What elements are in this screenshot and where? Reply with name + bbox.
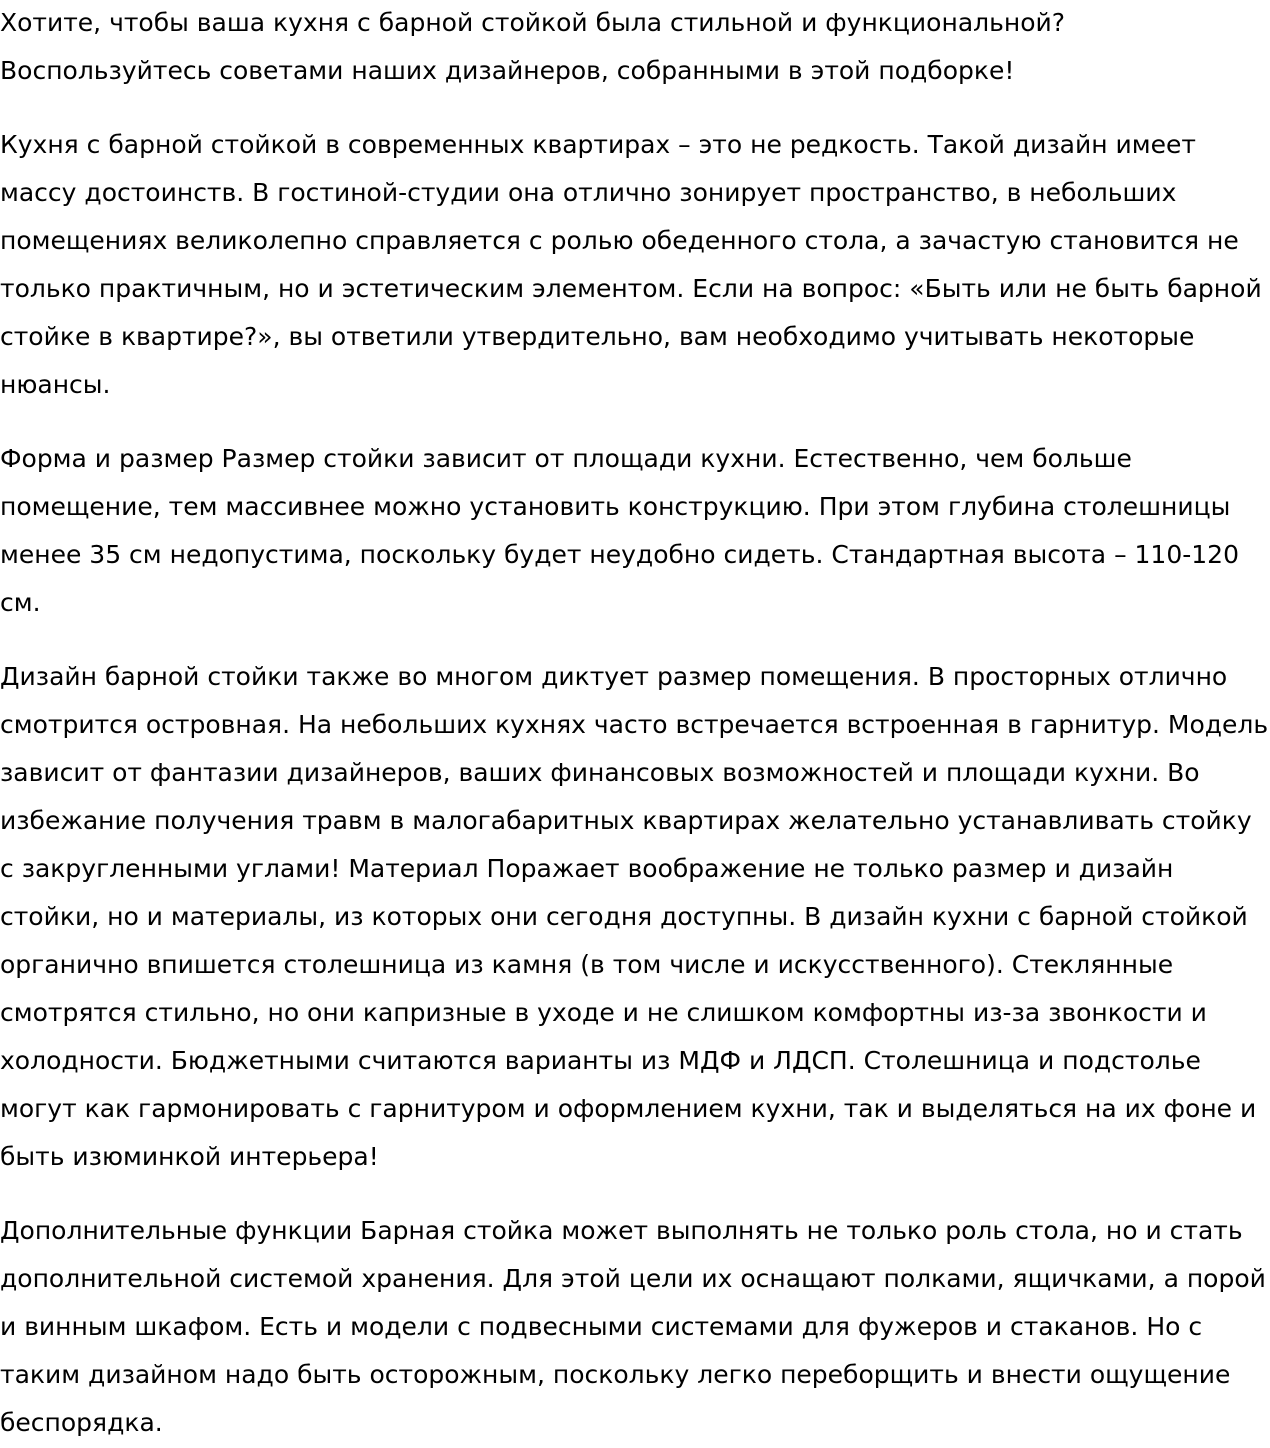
paragraph-intro: Хотите, чтобы ваша кухня с барной стойкой была стильной и функциональной? Воспользуйтесь советами наших дизайнеров, собранными в этой подборке!	[0, 8, 1066, 85]
paragraph-bar-counter-overview: Кухня с барной стойкой в современных квартирах – это не редкость. Такой дизайн имеет массу достоинств. В гостиной-студии она отлично зонирует пространство, в небольших помещениях великолепно справляется с ролью обеденного стола, а зачастую становится не только практичным, но и эстетическим элементом. Если на вопрос: «Быть или не быть барной стойке в квартире?», вы ответили утвердительно, вам необходимо учитывать некоторые нюансы.	[0, 130, 1262, 399]
paragraph-shape-and-size: Форма и размер Размер стойки зависит от площади кухни. Естественно, чем больше помещение, тем массивнее можно установить конструкцию. При этом глубина столешницы менее 35 см недопустима, поскольку будет неудобно сидеть. Стандартная высота – 110-120 см.	[0, 444, 1239, 617]
paragraph-additional-functions: Дополнительные функции Барная стойка может выполнять не только роль стола, но и стать дополнительной системой хранения. Для этой цели их оснащают полками, ящичками, а порой и винным шкафом. Есть и модели с подвесными системами для фужеров и стаканов. Но с таким дизайном надо быть осторожным, поскольку легко переборщить и внести ощущение беспорядка.	[0, 1216, 1266, 1437]
paragraph-design-and-material: Дизайн барной стойки также во многом диктует размер помещения. В просторных отлично смотрится островная. На небольших кухнях часто встречается встроенная в гарнитур. Модель зависит от фантазии дизайнеров, ваших финансовых возможностей и площади кухни. Во избежание получения травм в малогабаритных квартирах желательно устанавливать стойку с закругленными углами! Материал Поражает воображение не только размер и дизайн стойки, но и материалы, из которых они сегодня доступны. В дизайн кухни с барной стойкой органично впишется столешница из камня (в том числе и искусственного). Стеклянные смотрятся стильно, но они капризные в уходе и не слишком комфортны из-за звонкости и холодности. Бюджетными считаются варианты из МДФ и ЛДСП. Столешница и подстолье могут как гармонировать с гарнитуром и оформлением кухни, так и выделяться на их фоне и быть изюминкой интерьера!	[0, 662, 1269, 1171]
